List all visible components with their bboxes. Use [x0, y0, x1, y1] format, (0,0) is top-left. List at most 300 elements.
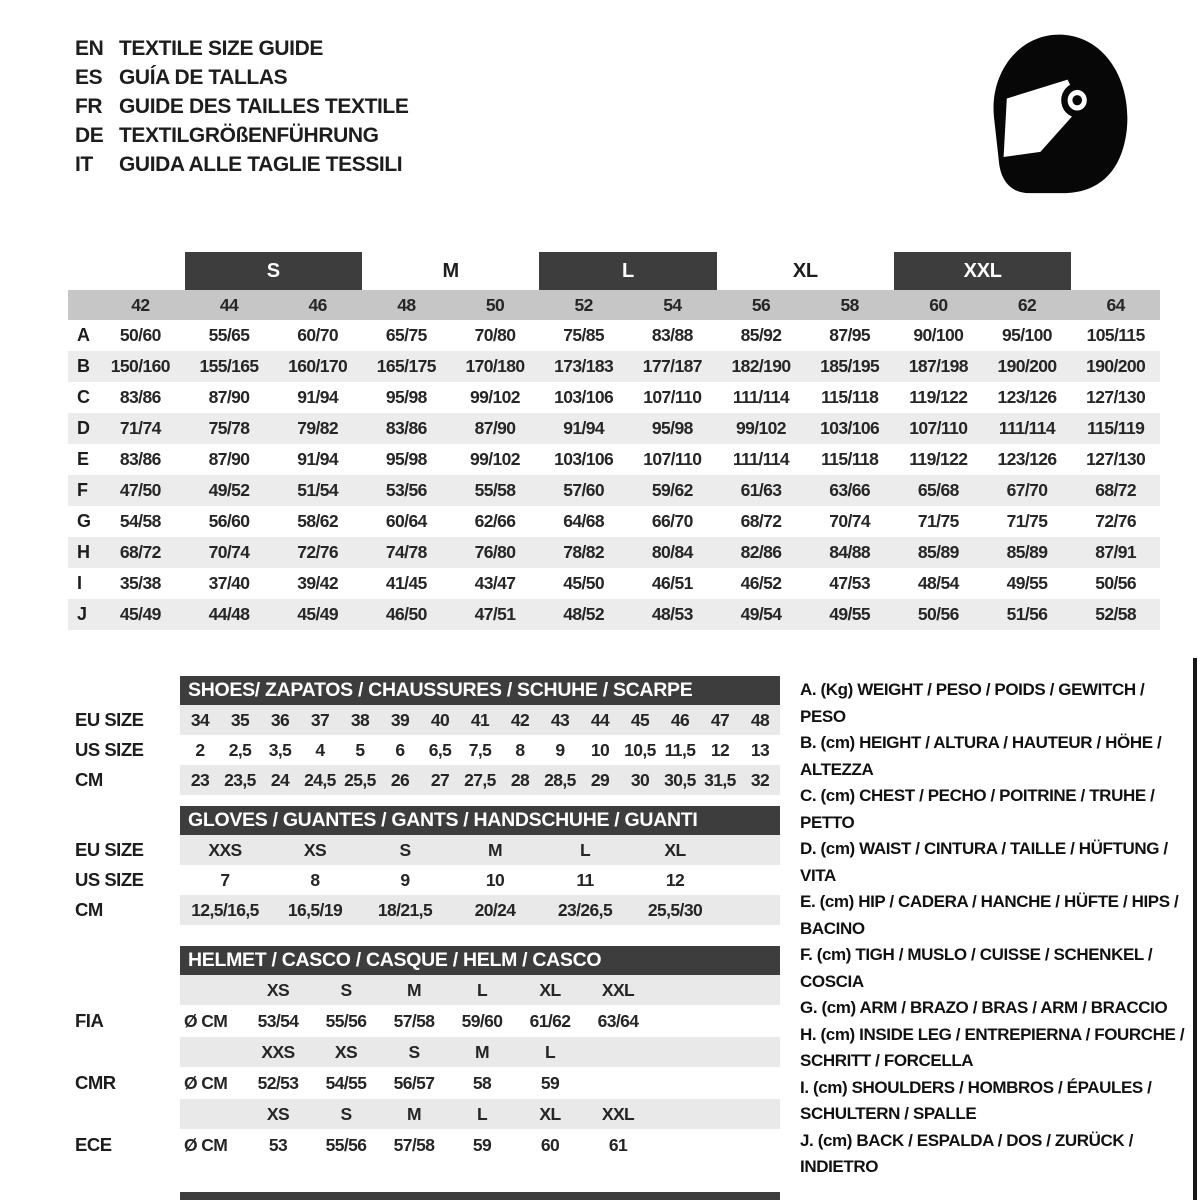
table-cell: 53/56	[385, 480, 427, 500]
diameter-unit: Ø CM	[184, 1010, 228, 1031]
table-cell: 45	[630, 709, 650, 730]
table-cell: 95/98	[385, 449, 427, 469]
table-cell: 37	[310, 709, 330, 730]
table-cell: 48/53	[651, 604, 693, 624]
table-cell: 58	[472, 1072, 492, 1093]
table-cell: 187/198	[908, 356, 968, 376]
table-cell: 27	[430, 769, 450, 790]
table-cell: 48/54	[917, 573, 959, 593]
row-values	[96, 351, 1160, 382]
table-cell: 71/75	[917, 511, 959, 531]
table-cell: 56/60	[208, 511, 250, 531]
table-cell: 127/130	[1086, 449, 1146, 469]
table-cell: 66/70	[651, 511, 693, 531]
size-label: XXL	[601, 979, 635, 1000]
table-cell: 35	[230, 709, 250, 730]
table-cell: 50/56	[1095, 573, 1137, 593]
table-cell: 44/48	[208, 604, 250, 624]
row-letter: F	[77, 480, 88, 500]
table-cell: 83/88	[651, 325, 693, 345]
table-cell: 23,5	[224, 769, 256, 790]
table-cell: 67/70	[1006, 480, 1048, 500]
table-cell: 99/102	[736, 418, 786, 438]
table-cell: 78/82	[563, 542, 605, 562]
table-cell: 50/60	[119, 325, 161, 345]
table-cell: 115/118	[821, 449, 879, 469]
shoes-cm-row	[68, 765, 780, 795]
table-cell: 49/52	[208, 480, 250, 500]
table-cell: 18/21,5	[377, 899, 433, 920]
table-cell: 83/86	[119, 387, 161, 407]
table-cell: 7,5	[468, 739, 492, 760]
table-cell: 111/114	[998, 418, 1056, 438]
table-cell: 107/110	[909, 418, 968, 438]
table-cell: 51/54	[297, 480, 339, 500]
table-cell: 177/187	[642, 356, 702, 376]
legend-item: H. (cm) INSIDE LEG / ENTREPIERNA / FOURCHE / SCHRITT / FORCELLA	[800, 1024, 1185, 1070]
size-number: 54	[663, 294, 682, 315]
diameter-unit: Ø CM	[184, 1072, 228, 1093]
table-cell: 6	[395, 739, 405, 760]
table-cell: 72/76	[297, 542, 339, 562]
table-cell: 91/94	[297, 387, 339, 407]
language-code: IT	[75, 152, 93, 176]
numeric-size-band	[68, 290, 1160, 320]
table-cell: 54/58	[119, 511, 161, 531]
gloves-title-bar: GLOVES / GUANTES / GANTS / HANDSCHUHE / GUANTI	[180, 806, 780, 835]
table-cell: 155/165	[199, 356, 259, 376]
table-row-f	[68, 475, 1160, 506]
table-cell: 64/68	[563, 511, 605, 531]
size-group-xl: XL	[792, 259, 818, 282]
table-row-b	[68, 351, 1160, 382]
table-cell: 35/38	[119, 573, 161, 593]
language-row	[75, 34, 408, 63]
legend-item: F. (cm) TIGH / MUSLO / CUISSE / SCHENKEL / COSCIA	[800, 945, 1153, 991]
size-number: 52	[574, 294, 593, 315]
table-cell: 31,5	[704, 769, 736, 790]
guide-title: TEXTILE SIZE GUIDE	[119, 36, 323, 60]
table-cell: M	[488, 839, 502, 860]
size-group-s: S	[185, 252, 362, 290]
table-cell: 57/60	[563, 480, 605, 500]
table-cell: 68/72	[740, 511, 782, 531]
size-label: S	[340, 1103, 352, 1124]
table-cell: 123/126	[997, 387, 1057, 407]
size-label: XS	[334, 1041, 358, 1062]
table-cell: 185/195	[820, 356, 880, 376]
table-cell: 115/119	[1087, 418, 1145, 438]
table-cell: 111/114	[732, 387, 790, 407]
table-cell: 87/90	[474, 418, 516, 438]
standard-label: ECE	[75, 1134, 112, 1155]
row-values	[180, 835, 780, 865]
table-cell: 71/74	[119, 418, 161, 438]
table-cell: 46/50	[385, 604, 427, 624]
table-cell: 20/24	[474, 899, 516, 920]
language-code: EN	[75, 36, 104, 60]
table-cell: 12	[665, 869, 685, 890]
ece-values-row	[68, 1129, 780, 1161]
table-cell: 103/106	[554, 449, 614, 469]
table-cell: 28,5	[544, 769, 576, 790]
table-cell: 103/106	[554, 387, 614, 407]
table-cell: 45/50	[563, 573, 605, 593]
table-cell: 54/55	[325, 1072, 367, 1093]
table-cell: 12	[710, 739, 730, 760]
guide-title: GUÍA DE TALLAS	[119, 65, 288, 89]
diameter-unit: Ø CM	[184, 1134, 228, 1155]
table-cell: 59	[472, 1134, 492, 1155]
row-letter: I	[77, 573, 83, 593]
table-cell: 70/74	[208, 542, 250, 562]
table-cell: 90/100	[913, 325, 964, 345]
table-cell: 3,5	[268, 739, 292, 760]
size-number: 64	[1106, 294, 1125, 315]
table-cell: 65/68	[917, 480, 959, 500]
table-cell: XXS	[208, 839, 242, 860]
cutoff-header-bar	[180, 1192, 780, 1200]
table-cell: 10,5	[624, 739, 656, 760]
table-cell: 62/66	[474, 511, 516, 531]
table-row-j	[68, 599, 1160, 630]
table-cell: 150/160	[110, 356, 170, 376]
table-cell: 59/60	[461, 1010, 503, 1031]
table-cell: 75/78	[208, 418, 250, 438]
table-cell: 26	[390, 769, 410, 790]
table-row-c	[68, 382, 1160, 413]
shoes-size-table	[68, 676, 780, 795]
shoes-title-bar: SHOES/ ZAPATOS / CHAUSSURES / SCHUHE / SCARPE	[180, 676, 780, 705]
size-number: 48	[397, 294, 416, 315]
table-cell: 46	[670, 709, 690, 730]
table-cell: 87/95	[829, 325, 871, 345]
row-values	[96, 599, 1160, 630]
table-cell: 39/42	[297, 573, 339, 593]
table-cell: 60	[540, 1134, 560, 1155]
table-cell: 46/51	[651, 573, 693, 593]
table-cell: 74/78	[385, 542, 427, 562]
table-cell: 49/55	[1006, 573, 1048, 593]
table-cell: 24,5	[304, 769, 336, 790]
racing-helmet-icon	[978, 28, 1138, 200]
table-cell: 63/66	[829, 480, 871, 500]
table-cell: 47	[710, 709, 730, 730]
table-cell: 70/74	[829, 511, 871, 531]
table-cell: 49/55	[829, 604, 871, 624]
table-cell: 4	[315, 739, 325, 760]
table-cell: 2,5	[228, 739, 252, 760]
row-values	[180, 1099, 780, 1129]
table-cell: 190/200	[1086, 356, 1146, 376]
table-cell: 123/126	[997, 449, 1057, 469]
size-label: L	[476, 1103, 488, 1124]
table-cell: 56/57	[393, 1072, 435, 1093]
table-cell: 95/100	[1002, 325, 1052, 345]
table-cell: 75/85	[563, 325, 605, 345]
language-row	[75, 150, 408, 179]
legend-item: B. (cm) HEIGHT / ALTURA / HAUTEUR / HÖHE / ALTEZZA	[800, 733, 1162, 779]
table-cell: 95/98	[651, 418, 693, 438]
size-label: M	[407, 1103, 421, 1124]
table-cell: 28	[510, 769, 530, 790]
table-row-d	[68, 413, 1160, 444]
legend-item: E. (cm) HIP / CADERA / HANCHE / HÜFTE / HIPS / BACINO	[800, 892, 1179, 938]
row-values	[180, 1067, 780, 1099]
size-label: XXL	[601, 1103, 635, 1124]
legend-item: G. (cm) ARM / BRAZO / BRAS / ARM / BRACCIO	[800, 998, 1168, 1017]
table-cell: 105/115	[1086, 325, 1145, 345]
table-cell: 82/86	[740, 542, 782, 562]
table-cell: 119/122	[909, 449, 968, 469]
table-cell: 8	[310, 869, 320, 890]
numeric-sizes	[96, 290, 1160, 320]
size-number: 62	[1017, 294, 1037, 315]
table-cell: 59/62	[651, 480, 693, 500]
row-values	[180, 705, 780, 735]
row-label: CM	[75, 769, 103, 790]
table-cell: 55/56	[325, 1134, 367, 1155]
table-cell: 61/63	[740, 480, 782, 500]
table-cell: 84/88	[829, 542, 871, 562]
table-cell: 2	[195, 739, 205, 760]
table-cell: 83/86	[385, 418, 427, 438]
legend-item: J. (cm) BACK / ESPALDA / DOS / ZURÜCK / INDIETRO	[800, 1130, 1133, 1176]
row-label	[68, 1037, 180, 1067]
table-cell: 34	[190, 709, 210, 730]
language-code: DE	[75, 123, 104, 147]
table-cell: 51/56	[1006, 604, 1048, 624]
legend-item: I. (cm) SHOULDERS / HOMBROS / ÉPAULES / SCHULTERN / SPALLE	[800, 1077, 1152, 1123]
table-cell: 61/62	[529, 1010, 571, 1031]
table-cell: 43	[550, 709, 570, 730]
table-cell: 10	[590, 739, 610, 760]
table-cell: 55/56	[325, 1010, 367, 1031]
size-number: 44	[219, 294, 239, 315]
row-label: US SIZE	[75, 739, 144, 760]
row-letter: G	[77, 511, 92, 531]
table-cell: 41/45	[385, 573, 427, 593]
table-cell: 47/51	[474, 604, 516, 624]
table-cell: 57/58	[393, 1010, 435, 1031]
table-row-e	[68, 444, 1160, 475]
table-cell: 85/92	[740, 325, 782, 345]
row-label	[68, 1099, 180, 1129]
table-cell: 76/80	[474, 542, 516, 562]
size-groups	[96, 252, 1160, 290]
shoes-eu-row	[68, 705, 780, 735]
cmr-sizes-row	[68, 1037, 780, 1067]
table-cell: S	[399, 839, 411, 860]
table-cell: 25,5/30	[647, 899, 703, 920]
gloves-cm-row	[68, 895, 780, 925]
size-group-xxl: XXL	[894, 252, 1071, 290]
table-cell: 95/98	[385, 387, 427, 407]
gloves-us-row	[68, 865, 780, 895]
size-label: M	[407, 979, 421, 1000]
size-label: L	[476, 979, 488, 1000]
row-values	[180, 1037, 780, 1067]
row-letter: C	[77, 387, 90, 407]
row-values	[180, 865, 780, 895]
size-label: XL	[539, 979, 561, 1000]
table-cell: 160/170	[288, 356, 348, 376]
row-values	[96, 413, 1160, 444]
row-values	[96, 444, 1160, 475]
language-code: FR	[75, 94, 103, 118]
size-number: 56	[751, 294, 771, 315]
table-cell: 79/82	[297, 418, 339, 438]
table-cell: 36	[270, 709, 290, 730]
table-cell: 46/52	[740, 573, 782, 593]
table-cell: 103/106	[820, 418, 880, 438]
table-cell: 60/70	[297, 325, 339, 345]
row-values	[96, 475, 1160, 506]
table-cell: 72/76	[1095, 511, 1137, 531]
table-cell: 170/180	[465, 356, 525, 376]
table-cell: 165/175	[376, 356, 436, 376]
table-cell: 8	[515, 739, 525, 760]
table-row-h	[68, 537, 1160, 568]
table-cell: 13	[750, 739, 770, 760]
table-cell: 38	[350, 709, 370, 730]
table-cell: 71/75	[1006, 511, 1048, 531]
table-cell: 45/49	[119, 604, 161, 624]
table-cell: 85/89	[1006, 542, 1048, 562]
table-cell: 107/110	[643, 387, 702, 407]
guide-title: GUIDA ALLE TAGLIE TESSILI	[119, 152, 403, 176]
row-label: EU SIZE	[75, 709, 144, 730]
table-cell: 23	[190, 769, 210, 790]
table-row-i	[68, 568, 1160, 599]
table-cell: 87/91	[1095, 542, 1137, 562]
table-row-a	[68, 320, 1160, 351]
size-label: XXS	[261, 1041, 295, 1062]
size-group-m: M	[442, 259, 459, 282]
table-cell: 43/47	[474, 573, 516, 593]
row-label: US SIZE	[75, 869, 144, 890]
size-label: S	[408, 1041, 420, 1062]
table-cell: 80/84	[651, 542, 693, 562]
table-cell: 99/102	[470, 387, 520, 407]
guide-title: TEXTILGRÖßENFÜHRUNG	[119, 123, 379, 147]
row-values	[180, 735, 780, 765]
table-cell: XS	[303, 839, 327, 860]
helmet-title-bar: HELMET / CASCO / CASQUE / HELM / CASCO	[180, 946, 780, 975]
shoes-us-row	[68, 735, 780, 765]
table-cell: 47/53	[829, 573, 871, 593]
table-cell: 190/200	[997, 356, 1057, 376]
table-cell: 99/102	[470, 449, 520, 469]
table-cell: 48	[750, 709, 770, 730]
table-cell: 63/64	[597, 1010, 639, 1031]
table-cell: 59	[540, 1072, 560, 1093]
table-cell: 53/54	[257, 1010, 299, 1031]
standard-label: FIA	[75, 1010, 104, 1031]
fia-values-row	[68, 1005, 780, 1037]
table-cell: 68/72	[119, 542, 161, 562]
language-row	[75, 92, 408, 121]
language-title-block	[75, 34, 408, 179]
row-values	[180, 975, 780, 1005]
table-cell: 42	[510, 709, 530, 730]
table-cell: 5	[355, 739, 365, 760]
table-cell: 173/183	[554, 356, 614, 376]
size-label: XL	[539, 1103, 561, 1124]
table-cell: 57/58	[393, 1134, 435, 1155]
table-cell: 6,5	[428, 739, 452, 760]
row-values	[180, 1005, 780, 1037]
standard-label: CMR	[75, 1072, 116, 1093]
size-band-spacer	[68, 290, 96, 320]
table-cell: 27,5	[464, 769, 496, 790]
row-letter: A	[77, 325, 90, 345]
table-cell: 87/90	[208, 449, 250, 469]
table-cell: 53	[268, 1134, 288, 1155]
group-row-spacer	[68, 252, 96, 290]
table-cell: 29	[590, 769, 610, 790]
language-row	[75, 121, 408, 150]
table-cell: 85/89	[917, 542, 959, 562]
table-cell: 10	[485, 869, 505, 890]
table-cell: 23/26,5	[557, 899, 613, 920]
table-cell: 44	[590, 709, 610, 730]
row-values	[96, 382, 1160, 413]
row-letter: D	[77, 418, 90, 438]
row-values	[180, 1129, 780, 1161]
row-label: EU SIZE	[75, 839, 144, 860]
table-cell: 58/62	[297, 511, 339, 531]
table-cell: 52/53	[257, 1072, 299, 1093]
table-cell: 68/72	[1095, 480, 1137, 500]
table-cell: 16,5/19	[287, 899, 343, 920]
size-number: 46	[308, 294, 327, 315]
table-cell: 127/130	[1086, 387, 1146, 407]
size-group-row	[68, 252, 1160, 290]
row-label	[68, 975, 180, 1005]
table-cell: 87/90	[208, 387, 250, 407]
table-cell: 52/58	[1095, 604, 1137, 624]
size-number: 60	[929, 294, 948, 315]
size-label: XS	[266, 979, 290, 1000]
size-number: 50	[485, 294, 505, 315]
row-values	[96, 568, 1160, 599]
table-cell: 107/110	[643, 449, 702, 469]
table-cell: 47/50	[119, 480, 161, 500]
table-cell: 48/52	[563, 604, 605, 624]
table-cell: 32	[750, 769, 770, 790]
row-values	[180, 895, 780, 925]
table-cell: 25,5	[344, 769, 376, 790]
table-cell: 7	[220, 869, 230, 890]
table-cell: 49/54	[740, 604, 782, 624]
row-letter: E	[77, 449, 90, 469]
table-cell: 182/190	[731, 356, 791, 376]
row-values	[96, 506, 1160, 537]
table-row-g	[68, 506, 1160, 537]
table-cell: 24	[270, 769, 290, 790]
size-label: L	[544, 1041, 556, 1062]
right-edge-border	[1193, 658, 1197, 1200]
legend-item: C. (cm) CHEST / PECHO / POITRINE / TRUHE / PETTO	[800, 786, 1155, 832]
measurement-legend	[800, 677, 1188, 1181]
table-cell: 9	[400, 869, 410, 890]
table-cell: 115/118	[821, 387, 879, 407]
table-cell: XL	[664, 839, 686, 860]
table-cell: 30,5	[664, 769, 696, 790]
table-cell: 37/40	[208, 573, 250, 593]
fia-sizes-row	[68, 975, 780, 1005]
